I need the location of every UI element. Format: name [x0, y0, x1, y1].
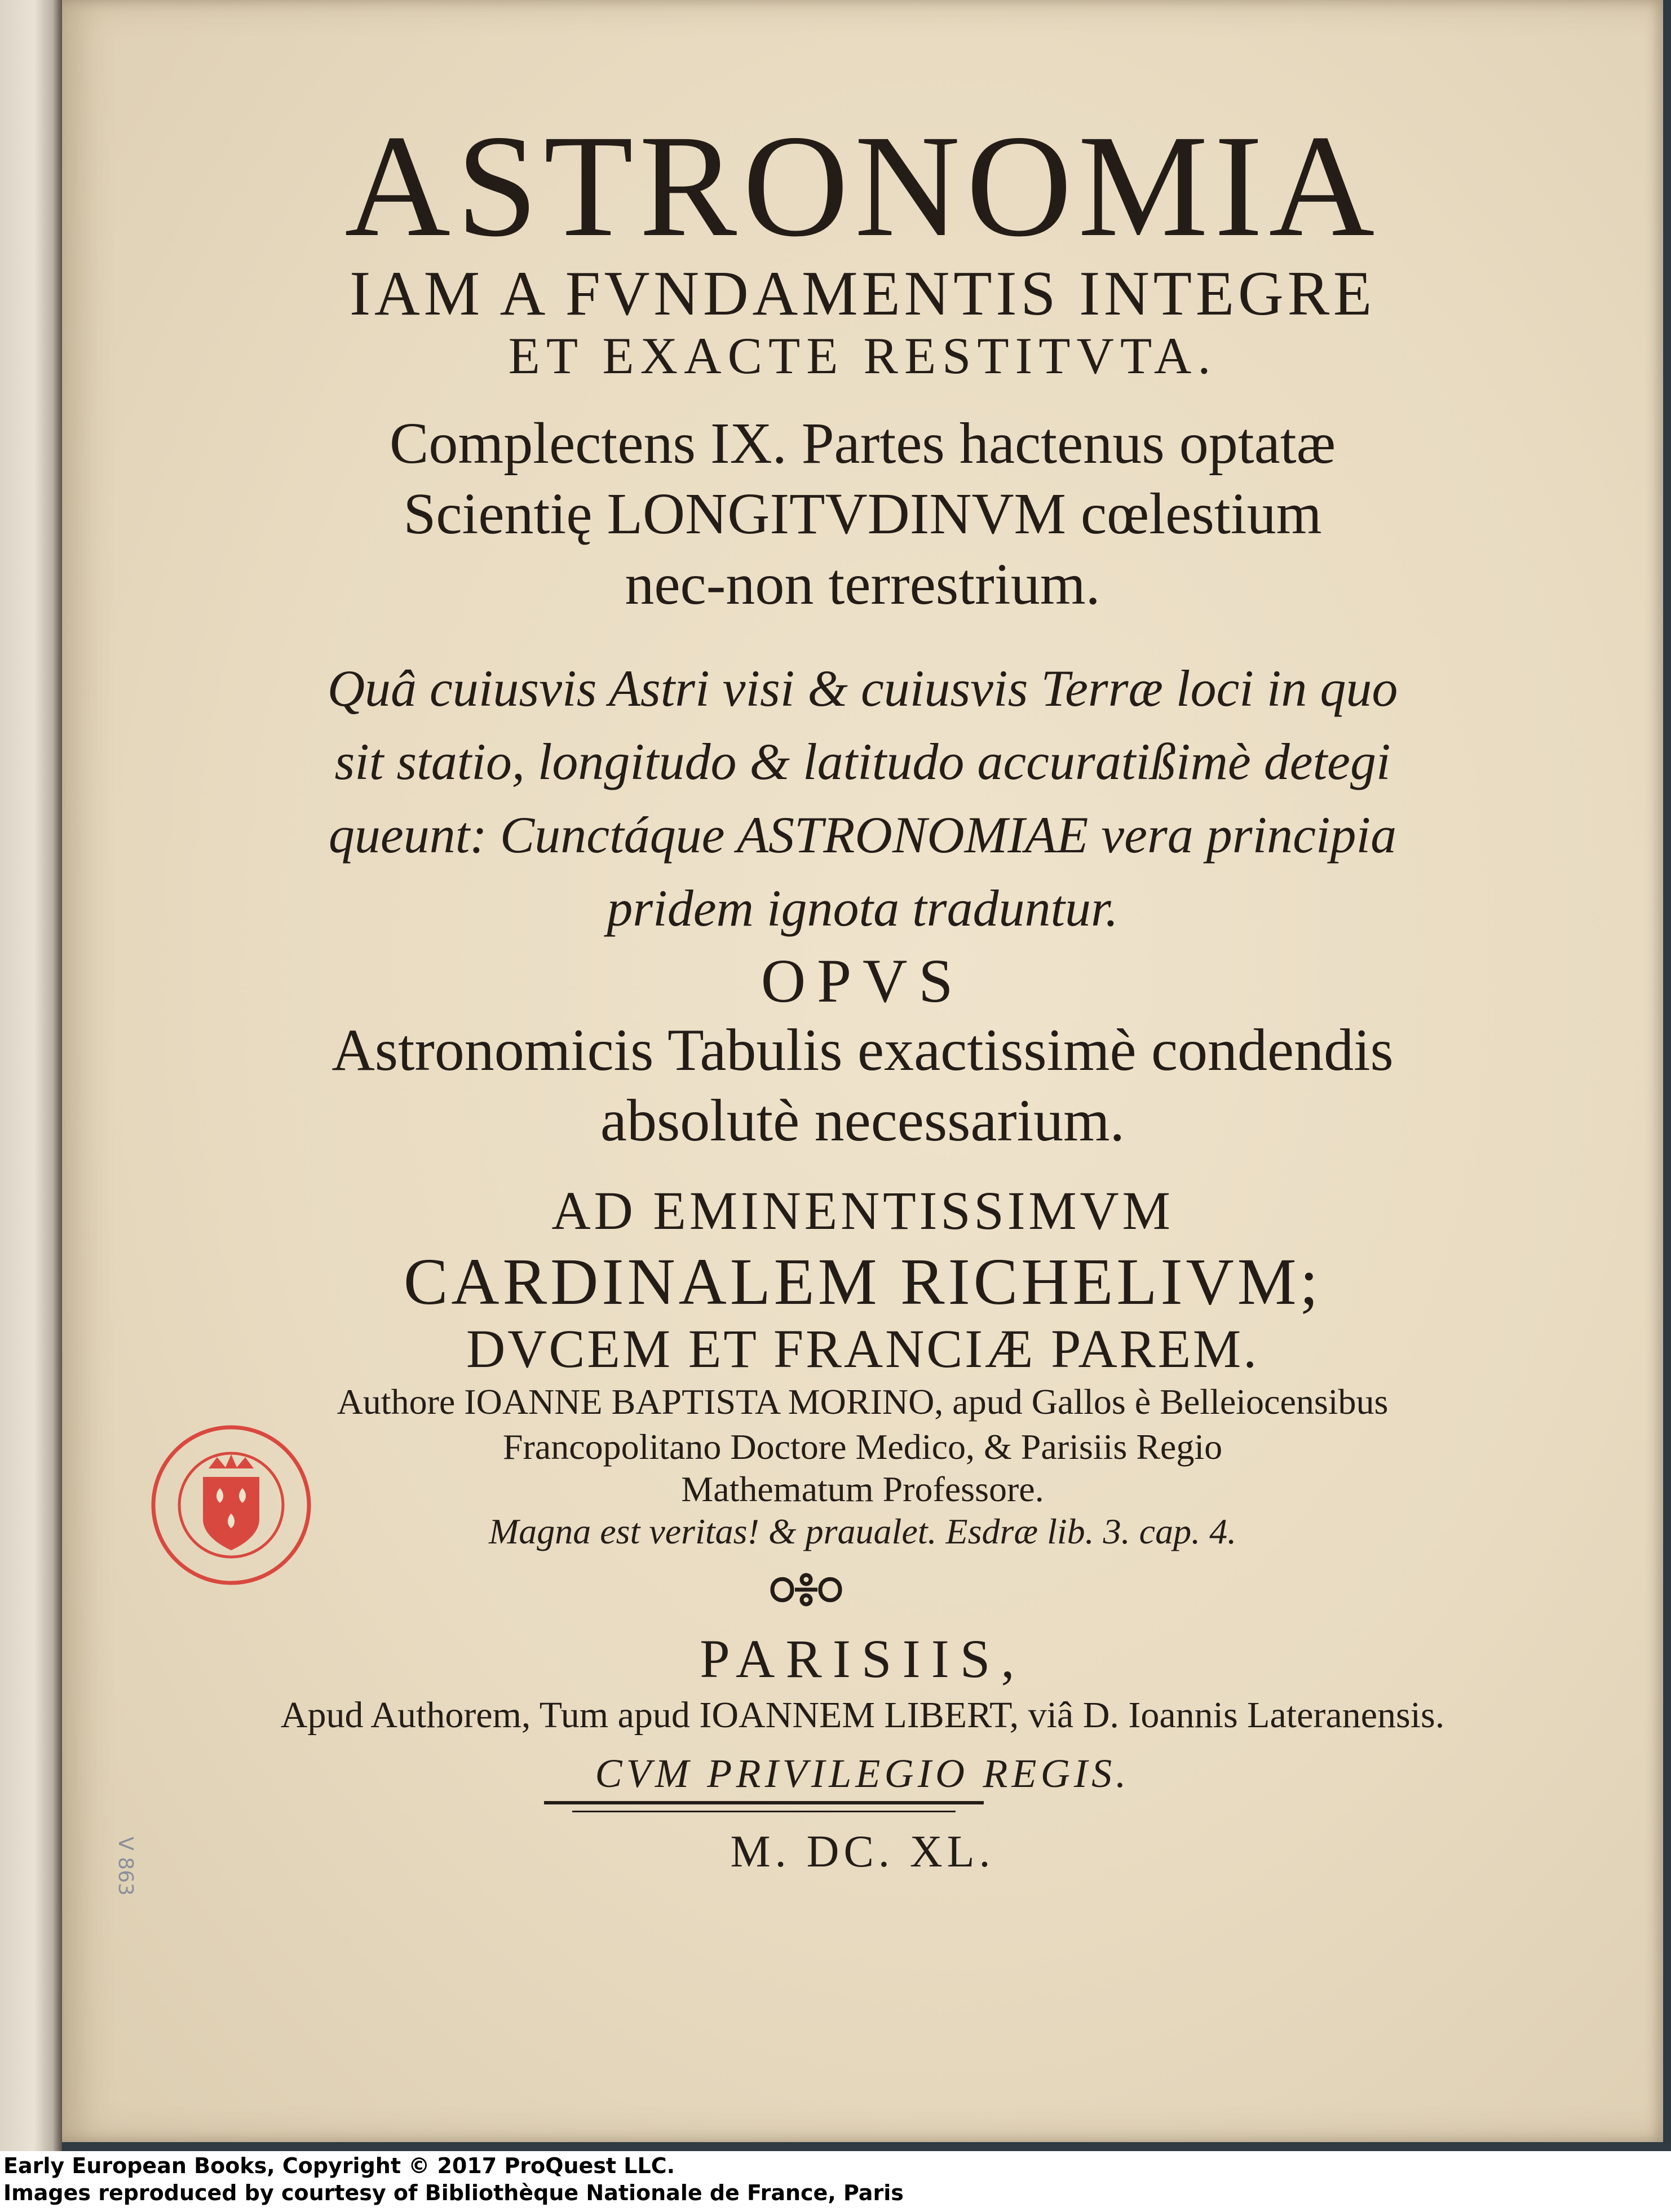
description-line-2: Scientię LONGITVDINVM cœlestium — [403, 481, 1322, 546]
rule-line-lower — [572, 1811, 956, 1812]
imprint-publisher: Apud Authorem, Tum apud IOANNEM LIBERT, viâ D. Ioannis Lateranensis. — [280, 1695, 1445, 1736]
dedication-line-1: AD EMINENTISSIMVM — [551, 1180, 1174, 1241]
title-page — [62, 0, 1663, 2142]
quote-line-2: sit statio, longitudo & latitudo accuratißimè detegi — [334, 733, 1391, 790]
book-spine-edge — [0, 0, 62, 2151]
subtitle-line-2: ET EXACTE RESTITVTA. — [508, 327, 1217, 384]
footer-line-1: Early European Books, Copyright © 2017 ProQuest LLC. — [3, 2153, 675, 2178]
quote-line-3: queunt: Cunctáque ASTRONOMIAE vera principia — [328, 806, 1397, 864]
subtitle-line-1: IAM A FVNDAMENTIS INTEGRE — [350, 259, 1376, 329]
rule-line-upper — [544, 1801, 984, 1804]
copyright-footer — [0, 2151, 1671, 2212]
opus-line-1: Astronomicis Tabulis exactissimè condendis — [331, 1017, 1394, 1083]
description-line-1: Complectens IX. Partes hactenus optatæ — [389, 411, 1336, 476]
motto-line: Magna est veritas! & praualet. Esdræ lib. 3. cap. 4. — [488, 1511, 1237, 1551]
opus-heading: OPVS — [761, 946, 965, 1015]
shelfmark-note: V 863 — [113, 1837, 137, 1896]
description-line-3: nec-non terrestrium. — [625, 552, 1100, 617]
author-line-3: Mathematum Professore. — [681, 1469, 1044, 1509]
dedication-line-3: DVCEM ET FRANCIÆ PAREM. — [466, 1319, 1259, 1379]
author-line-2: Francopolitano Doctore Medico, & Parisiis Regio — [502, 1427, 1223, 1467]
imprint-place: PARISIIS, — [700, 1629, 1025, 1689]
privilege-line: CVM PRIVILEGIO REGIS. — [595, 1751, 1130, 1796]
author-line-1: Authore IOANNE BAPTISTA MORINO, apud Gallos è Belleiocensibus — [337, 1382, 1389, 1422]
imprint-year: M. DC. XL. — [730, 1827, 995, 1877]
dedication-line-2: CARDINALEM RICHELIVM; — [403, 1245, 1322, 1319]
opus-line-2: absolutè necessarium. — [600, 1087, 1125, 1153]
fleuron-ornament — [761, 1567, 851, 1612]
footer-line-2: Images reproduced by courtesy of Bibliothèque Nationale de France, Paris — [3, 2180, 904, 2205]
quote-line-4: pridem ignota traduntur. — [607, 879, 1119, 937]
quote-line-1: Quâ cuiusvis Astri visi & cuiusvis Terræ loci in quo — [327, 660, 1398, 717]
book-title: ASTRONOMIA — [344, 105, 1381, 267]
library-stamp-icon — [149, 1423, 313, 1587]
